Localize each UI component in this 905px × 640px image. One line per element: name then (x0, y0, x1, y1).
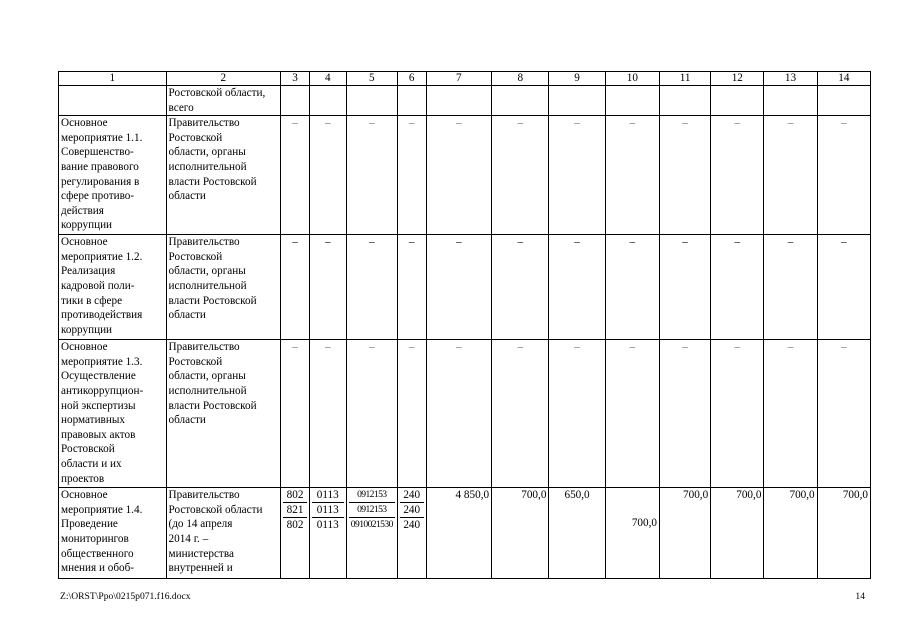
executor-cell: Правительство Ростовской области (до 14 апреля 2014 г. – министерства внутренней и (166, 488, 281, 579)
value-cell: 4 850,0 (426, 488, 492, 579)
dash-cell: – (764, 340, 817, 488)
dash-cell: – (309, 116, 346, 235)
dash-cell: – (549, 235, 605, 340)
dash-cell: – (309, 340, 346, 488)
section-code-cell: 0113 0113 0113 (309, 488, 346, 579)
col-num: 3 (281, 72, 310, 86)
dash-cell: – (492, 235, 549, 340)
executor-cell: Правительство Ростовской области, органы исполнительной власти Ростовской области (166, 340, 281, 488)
grbs-code-cell: 802 821 802 (281, 488, 310, 579)
dash-cell: – (549, 340, 605, 488)
dash-cell: – (549, 116, 605, 235)
dash-cell: – (817, 340, 870, 488)
dash-cell: – (426, 340, 492, 488)
col-num: 9 (549, 72, 605, 86)
col-num: 11 (659, 72, 710, 86)
col-num: 4 (309, 72, 346, 86)
dash-cell: – (346, 340, 397, 488)
dash-cell: – (281, 235, 310, 340)
name-cell (59, 86, 167, 116)
dash-cell: – (346, 116, 397, 235)
dash-cell: – (764, 116, 817, 235)
name-cell: Основное мероприятие 1.3. Осуществление антикоррупцион- ной экспертизы нормативных правовых актов Ростовской области и их проектов (59, 340, 167, 488)
dash-cell: – (426, 235, 492, 340)
table-row (59, 235, 871, 340)
dash-cell: – (711, 340, 764, 488)
col-num: 12 (711, 72, 764, 86)
dash-cell: – (605, 235, 659, 340)
col-num: 8 (492, 72, 549, 86)
value-cell: 700,0 (764, 488, 817, 579)
dash-cell: – (605, 116, 659, 235)
executor-cell: Правительство Ростовской области, органы исполнительной власти Ростовской области (166, 116, 281, 235)
table-row (59, 340, 871, 488)
dash-cell: – (711, 116, 764, 235)
value-cell: 700,0 (711, 488, 764, 579)
file-path: Z:\ORST\Ppo\0215p071.f16.docx (60, 591, 191, 602)
col-num: 13 (764, 72, 817, 86)
dash-cell: – (711, 235, 764, 340)
dash-cell: – (659, 340, 710, 488)
value-cell: 700,0 (492, 488, 549, 579)
col-num: 6 (397, 72, 426, 86)
dash-cell: – (397, 340, 426, 488)
name-cell: Основное мероприятие 1.4. Проведение мониторингов общественного мнения и обоб- (59, 488, 167, 579)
col-num: 7 (426, 72, 492, 86)
dash-cell: – (309, 235, 346, 340)
executor-cell: Ростовской области, всего (166, 86, 281, 116)
dash-cell: – (397, 116, 426, 235)
col-num: 10 (605, 72, 659, 86)
value-cell: 700,0 (659, 488, 710, 579)
target-code-cell: 0912153 0912153 0910021530 (346, 488, 397, 579)
dash-cell: – (492, 116, 549, 235)
dash-cell: – (492, 340, 549, 488)
dash-cell: – (659, 116, 710, 235)
dash-cell: – (764, 235, 817, 340)
dash-cell: – (426, 116, 492, 235)
value-cell: 700,0 (605, 488, 659, 579)
executor-cell: Правительство Ростовской области, органы исполнительной власти Ростовской области (166, 235, 281, 340)
expense-type-cell: 240 240 240 (397, 488, 426, 579)
dash-cell: – (817, 116, 870, 235)
page-number: 14 (855, 591, 865, 602)
dash-cell: – (605, 340, 659, 488)
program-table (58, 71, 871, 579)
dash-cell: – (346, 235, 397, 340)
col-num: 5 (346, 72, 397, 86)
column-number-row (59, 72, 871, 86)
value-cell: 700,0 (817, 488, 870, 579)
col-num: 2 (166, 72, 281, 86)
value-cell: 650,0 (549, 488, 605, 579)
col-num: 1 (59, 72, 167, 86)
dash-cell: – (281, 340, 310, 488)
table-row (59, 86, 871, 116)
table-row (59, 488, 871, 579)
dash-cell: – (281, 116, 310, 235)
dash-cell: – (817, 235, 870, 340)
col-num: 14 (817, 72, 870, 86)
name-cell: Основное мероприятие 1.1. Совершенство- вание правового регулирования в сфере противо- действия коррупции (59, 116, 167, 235)
table-row (59, 116, 871, 235)
name-cell: Основное мероприятие 1.2. Реализация кадровой поли- тики в сфере противодействия коррупции (59, 235, 167, 340)
dash-cell: – (659, 235, 710, 340)
dash-cell: – (397, 235, 426, 340)
